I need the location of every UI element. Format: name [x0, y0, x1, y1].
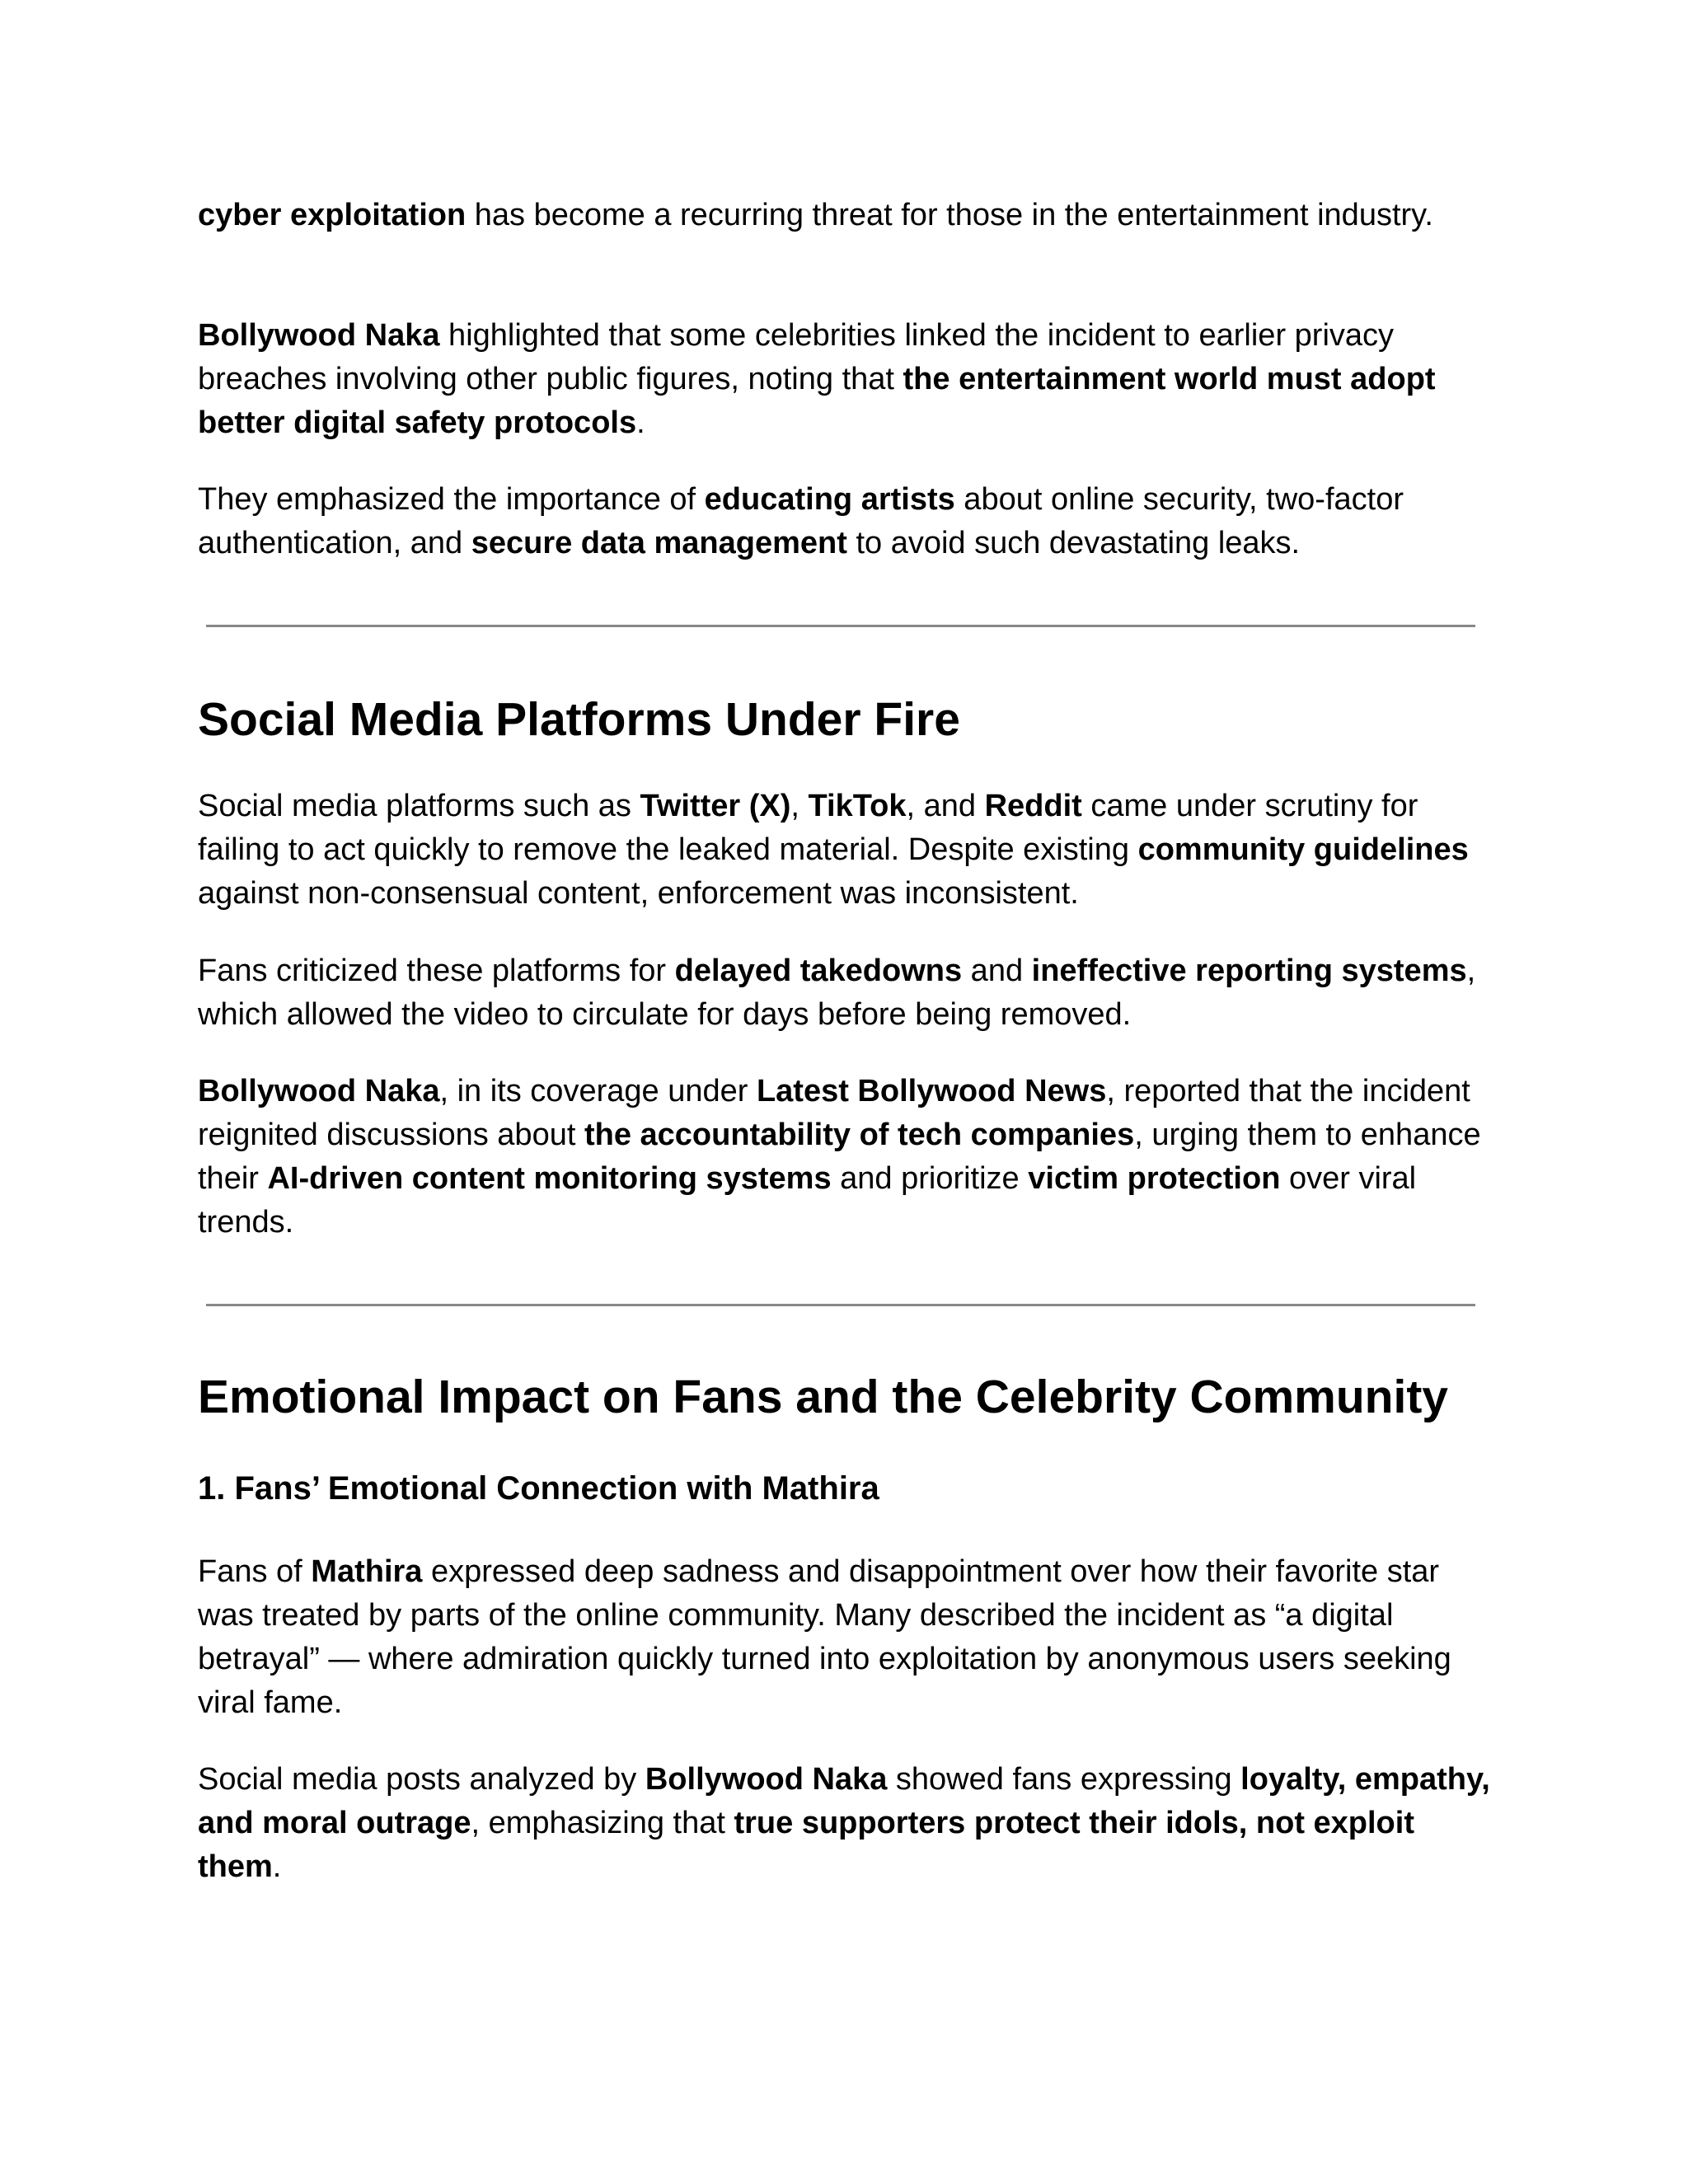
bold-text: Mathira: [311, 1554, 423, 1589]
bold-text: Bollywood Naka: [645, 1762, 888, 1797]
subsection-heading-fans-connection: 1. Fans’ Emotional Connection with Mathira: [198, 1470, 879, 1507]
paragraph-tech-accountability: Bollywood Naka, in its coverage under Latest Bollywood News, reported that the incident reignited discussions about the accountability of tech companies, urging them to enhance their AI-driven content monitoring systems and prioritize victim protection over viral trends.: [198, 1074, 1481, 1240]
paragraph-fans-sadness: Fans of Mathira expressed deep sadness and disappointment over how their favorite star was treated by parts of the online community. Many described the incident as “a digital betrayal” — where admiration quickly turned into exploitation by anonymous users seeking viral fame.: [198, 1554, 1451, 1720]
bold-text: loyalty, empathy, and moral outrage: [198, 1762, 1490, 1840]
section-divider: [206, 1304, 1475, 1306]
bold-text: AI-driven content monitoring systems: [267, 1161, 832, 1196]
paragraph-platforms-scrutiny: Social media platforms such as Twitter (X), TikTok, and Reddit came under scrutiny for failing to act quickly to remove the leaked material. Despite existing community guidelines against non-consensual content, enforcement was inconsistent.: [198, 789, 1469, 911]
bold-text: TikTok: [808, 789, 907, 823]
bold-text: the accountability of tech companies: [584, 1118, 1135, 1152]
bold-text: Bollywood Naka: [198, 318, 440, 353]
paragraph-digital-safety: Bollywood Naka highlighted that some celebrities linked the incident to earlier privacy breaches involving other public figures, noting that the entertainment world must adopt better digital safety protocols.: [198, 318, 1436, 440]
bold-text: cyber exploitation: [198, 198, 467, 232]
bold-text: Latest Bollywood News: [756, 1074, 1107, 1108]
section-heading-emotional-impact: Emotional Impact on Fans and the Celebrity Community: [198, 1371, 1449, 1423]
paragraph-cyber-exploitation: cyber exploitation has become a recurring threat for those in the entertainment industry.: [198, 198, 1433, 232]
bold-text: educating artists: [704, 482, 955, 517]
bold-text: ineffective reporting systems: [1031, 954, 1467, 988]
bold-text: victim protection: [1028, 1161, 1281, 1196]
bold-text: secure data management: [471, 526, 847, 560]
bold-text: delayed takedowns: [674, 954, 963, 988]
section-heading-social-media: Social Media Platforms Under Fire: [198, 693, 960, 746]
bold-text: true supporters protect their idols, not exploit them: [198, 1806, 1414, 1884]
bold-text: Bollywood Naka: [198, 1074, 440, 1108]
section-divider: [206, 625, 1475, 627]
paragraph-educating-artists: They emphasized the importance of educating artists about online security, two-factor authentication, and secure data management to avoid such devastating leaks.: [198, 482, 1404, 560]
bold-text: Twitter (X): [640, 789, 791, 823]
paragraph-delayed-takedowns: Fans criticized these platforms for delayed takedowns and ineffective reporting systems, which allowed the video to circulate for days before being removed.: [198, 954, 1476, 1032]
bold-text: the entertainment world must adopt better digital safety protocols: [198, 362, 1436, 440]
bold-text: Reddit: [984, 789, 1082, 823]
bold-text: community guidelines: [1137, 832, 1469, 867]
paragraph-fan-loyalty: Social media posts analyzed by Bollywood Naka showed fans expressing loyalty, empathy, and moral outrage, emphasizing that true supporters protect their idols, not exploit them.: [198, 1762, 1490, 1884]
